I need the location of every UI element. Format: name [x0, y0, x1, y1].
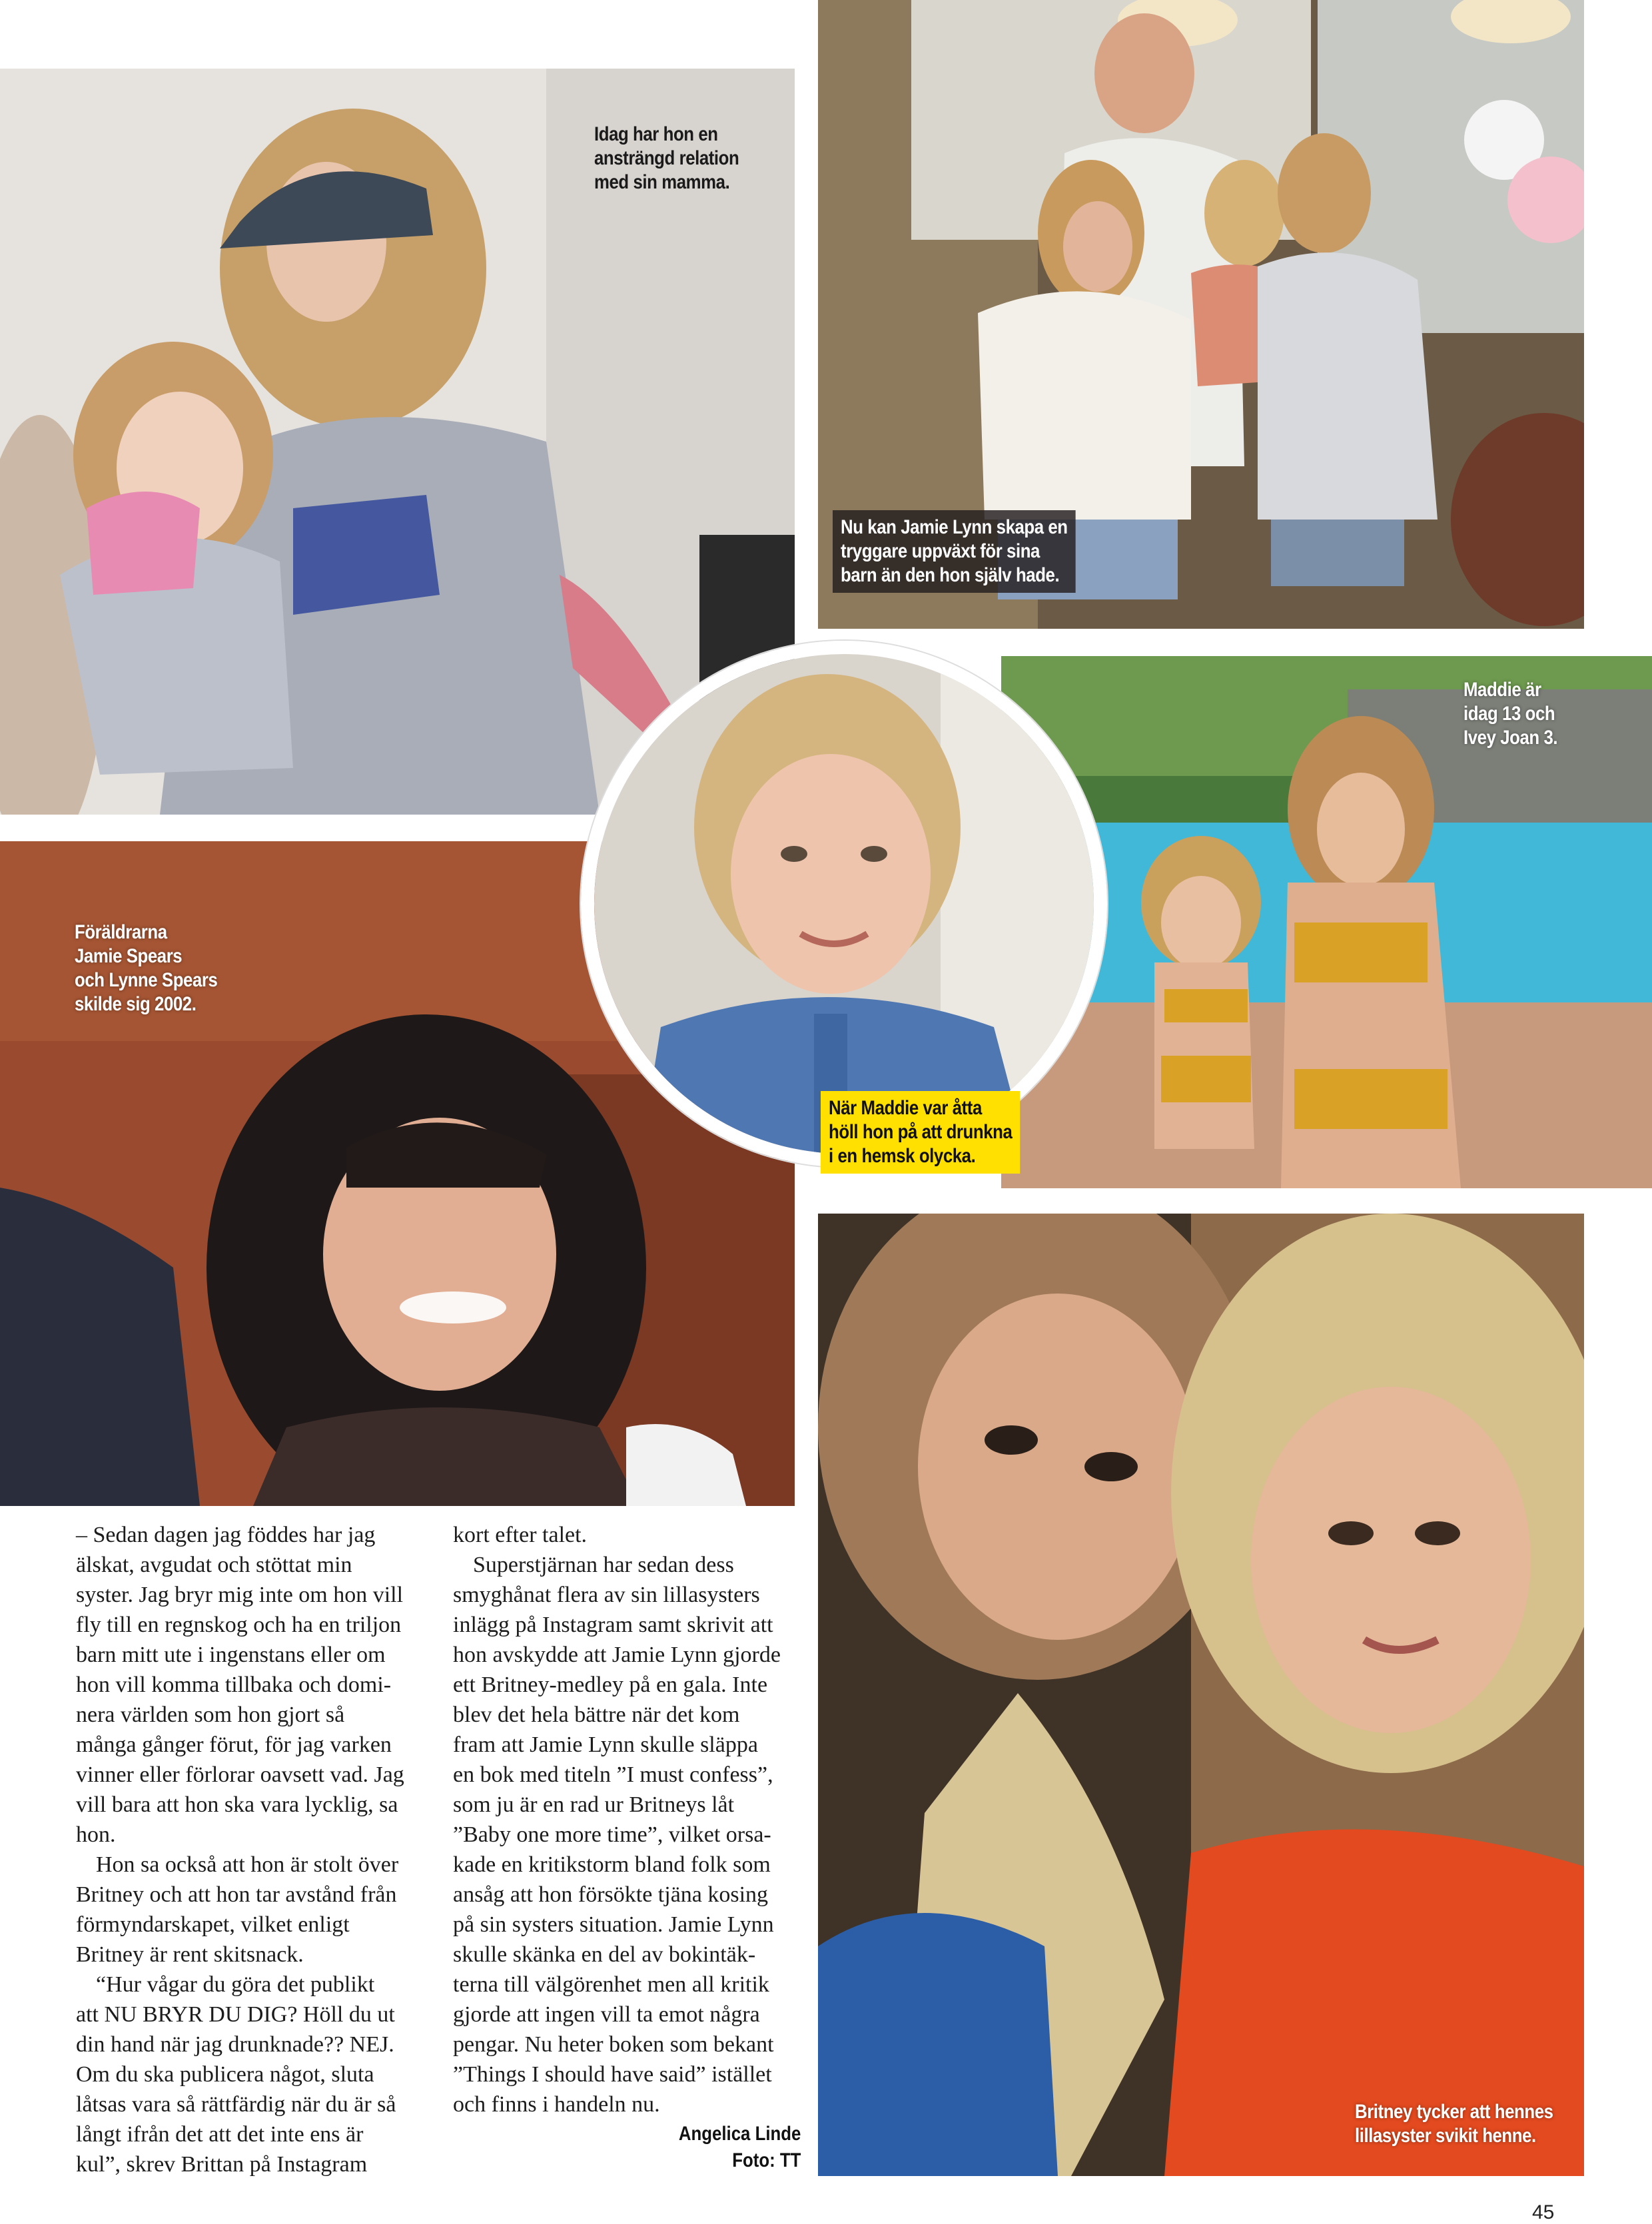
text-line: vinner eller förlorar oavsett vad. Jag — [76, 1762, 404, 1787]
text-line: hon vill komma tillbaka och domi- — [76, 1672, 392, 1697]
caption-line: När Maddie var åtta — [829, 1097, 982, 1119]
article-paragraph — [453, 1520, 799, 1550]
text-line: terna till välgörenhet men all kritik — [453, 1972, 769, 1997]
text-line: förmyndarskapet, vilket enligt — [76, 1912, 350, 1937]
text-line: ”Things I should have said” istället — [453, 2062, 772, 2087]
article-column-1 — [76, 1520, 422, 2179]
article-column-2 — [453, 1520, 799, 2119]
caption-family — [833, 510, 1076, 593]
text-line: hon. — [76, 1822, 116, 1847]
text-line: att NU BRYR DU DIG? Höll du ut — [76, 2002, 395, 2027]
caption-line: tryggare uppväxt för sina — [841, 540, 1040, 562]
caption-line: höll hon på att drunkna — [829, 1121, 1013, 1143]
text-line: vill bara att hon ska vara lycklig, sa — [76, 1792, 398, 1817]
text-line: pengar. Nu heter boken som bekant — [453, 2032, 774, 2057]
text-line: låtsas vara så rättfärdig när du är så — [76, 2092, 396, 2117]
caption-britney — [1355, 2100, 1553, 2148]
caption-line: Maddie är — [1463, 679, 1541, 701]
text-line: och finns i handeln nu. — [453, 2092, 660, 2117]
caption-line: Britney tycker att hennes — [1355, 2101, 1553, 2123]
caption-parents — [75, 921, 217, 1016]
byline — [678, 2121, 801, 2174]
caption-line: Idag har hon en — [594, 123, 718, 145]
text-line: – Sedan dagen jag föddes har jag — [76, 1523, 376, 1547]
caption-line: med sin mamma. — [594, 171, 730, 193]
page-number: 45 — [1532, 2201, 1555, 2223]
article-paragraph — [453, 1550, 799, 2119]
caption-line: skilde sig 2002. — [75, 993, 197, 1015]
text-line: Britney är rent skitsnack. — [76, 1942, 304, 1967]
text-line: ansåg att hon försökte tjäna kosing — [453, 1882, 769, 1907]
text-line: smyghånat flera av sin lillasysters — [453, 1583, 760, 1607]
caption-line: ansträngd relation — [594, 147, 739, 169]
text-line: långt ifrån det att det inte ens är — [76, 2122, 364, 2147]
photo-maddie-portrait — [581, 641, 1107, 1167]
text-line: “Hur vågar du göra det publikt — [96, 1972, 375, 1997]
text-line: Om du ska publicera något, sluta — [76, 2062, 374, 2087]
caption-line: idag 13 och — [1463, 703, 1555, 725]
text-line: Hon sa också att hon är stolt över — [96, 1852, 399, 1877]
text-line: fram att Jamie Lynn skulle släppa — [453, 1732, 758, 1757]
caption-line: Nu kan Jamie Lynn skapa en — [841, 516, 1068, 538]
article-paragraph — [76, 1520, 422, 1850]
text-line: kort efter talet. — [453, 1523, 588, 1547]
caption-maddie-accident — [821, 1091, 1020, 1174]
text-line: barn mitt ute i ingenstans eller om — [76, 1643, 386, 1667]
byline-author: Angelica Linde — [678, 2123, 801, 2145]
article-paragraph — [76, 1970, 422, 2179]
caption-line: barn än den hon själv hade. — [841, 564, 1060, 586]
text-line: fly till en regnskog och ha en triljon — [76, 1613, 402, 1637]
text-line: en bok med titeln ”I must confess”, — [453, 1762, 773, 1787]
caption-line: i en hemsk olycka. — [829, 1145, 976, 1167]
text-line: som ju är en rad ur Britneys låt — [453, 1792, 735, 1817]
caption-line: Ivey Joan 3. — [1463, 727, 1558, 749]
text-line: kade en kritikstorm bland folk som — [453, 1852, 771, 1877]
article-paragraph — [76, 1850, 422, 1970]
text-line: många gånger förut, för jag varken — [76, 1732, 392, 1757]
caption-line: och Lynne Spears — [75, 969, 218, 991]
text-line: Britney och att hon tar avstånd från — [76, 1882, 397, 1907]
caption-pool — [1463, 678, 1557, 750]
text-line: älskat, avgudat och stöttat min — [76, 1553, 352, 1577]
text-line: hon avskydde att Jamie Lynn gjorde — [453, 1643, 781, 1667]
text-line: på sin systers situation. Jamie Lynn — [453, 1912, 774, 1937]
caption-line: lillasyster svikit henne. — [1355, 2125, 1536, 2147]
text-line: ett Britney-medley på en gala. Inte — [453, 1672, 768, 1697]
text-line: blev det hela bättre när det kom — [453, 1702, 740, 1727]
text-line: inlägg på Instagram samt skrivit att — [453, 1613, 773, 1637]
photo-britney-selfie — [818, 1214, 1584, 2176]
caption-line: Jamie Spears — [75, 945, 183, 967]
text-line: nera världen som hon gjort så — [76, 1702, 345, 1727]
text-line: syster. Jag bryr mig inte om hon vill — [76, 1583, 404, 1607]
text-line: gjorde att ingen vill ta emot några — [453, 2002, 760, 2027]
text-line: ”Baby one more time”, vilket orsa- — [453, 1822, 771, 1847]
caption-mother-relation — [594, 123, 739, 194]
text-line: skulle skänka en del av bokintäk- — [453, 1942, 756, 1967]
text-line: din hand när jag drunknade?? NEJ. — [76, 2032, 394, 2057]
text-line: Superstjärnan har sedan dess — [473, 1553, 734, 1577]
text-line: kul”, skrev Brittan på Instagram — [76, 2152, 368, 2177]
caption-line: Föräldrarna — [75, 921, 167, 943]
byline-photo-credit: Foto: TT — [731, 2149, 801, 2171]
